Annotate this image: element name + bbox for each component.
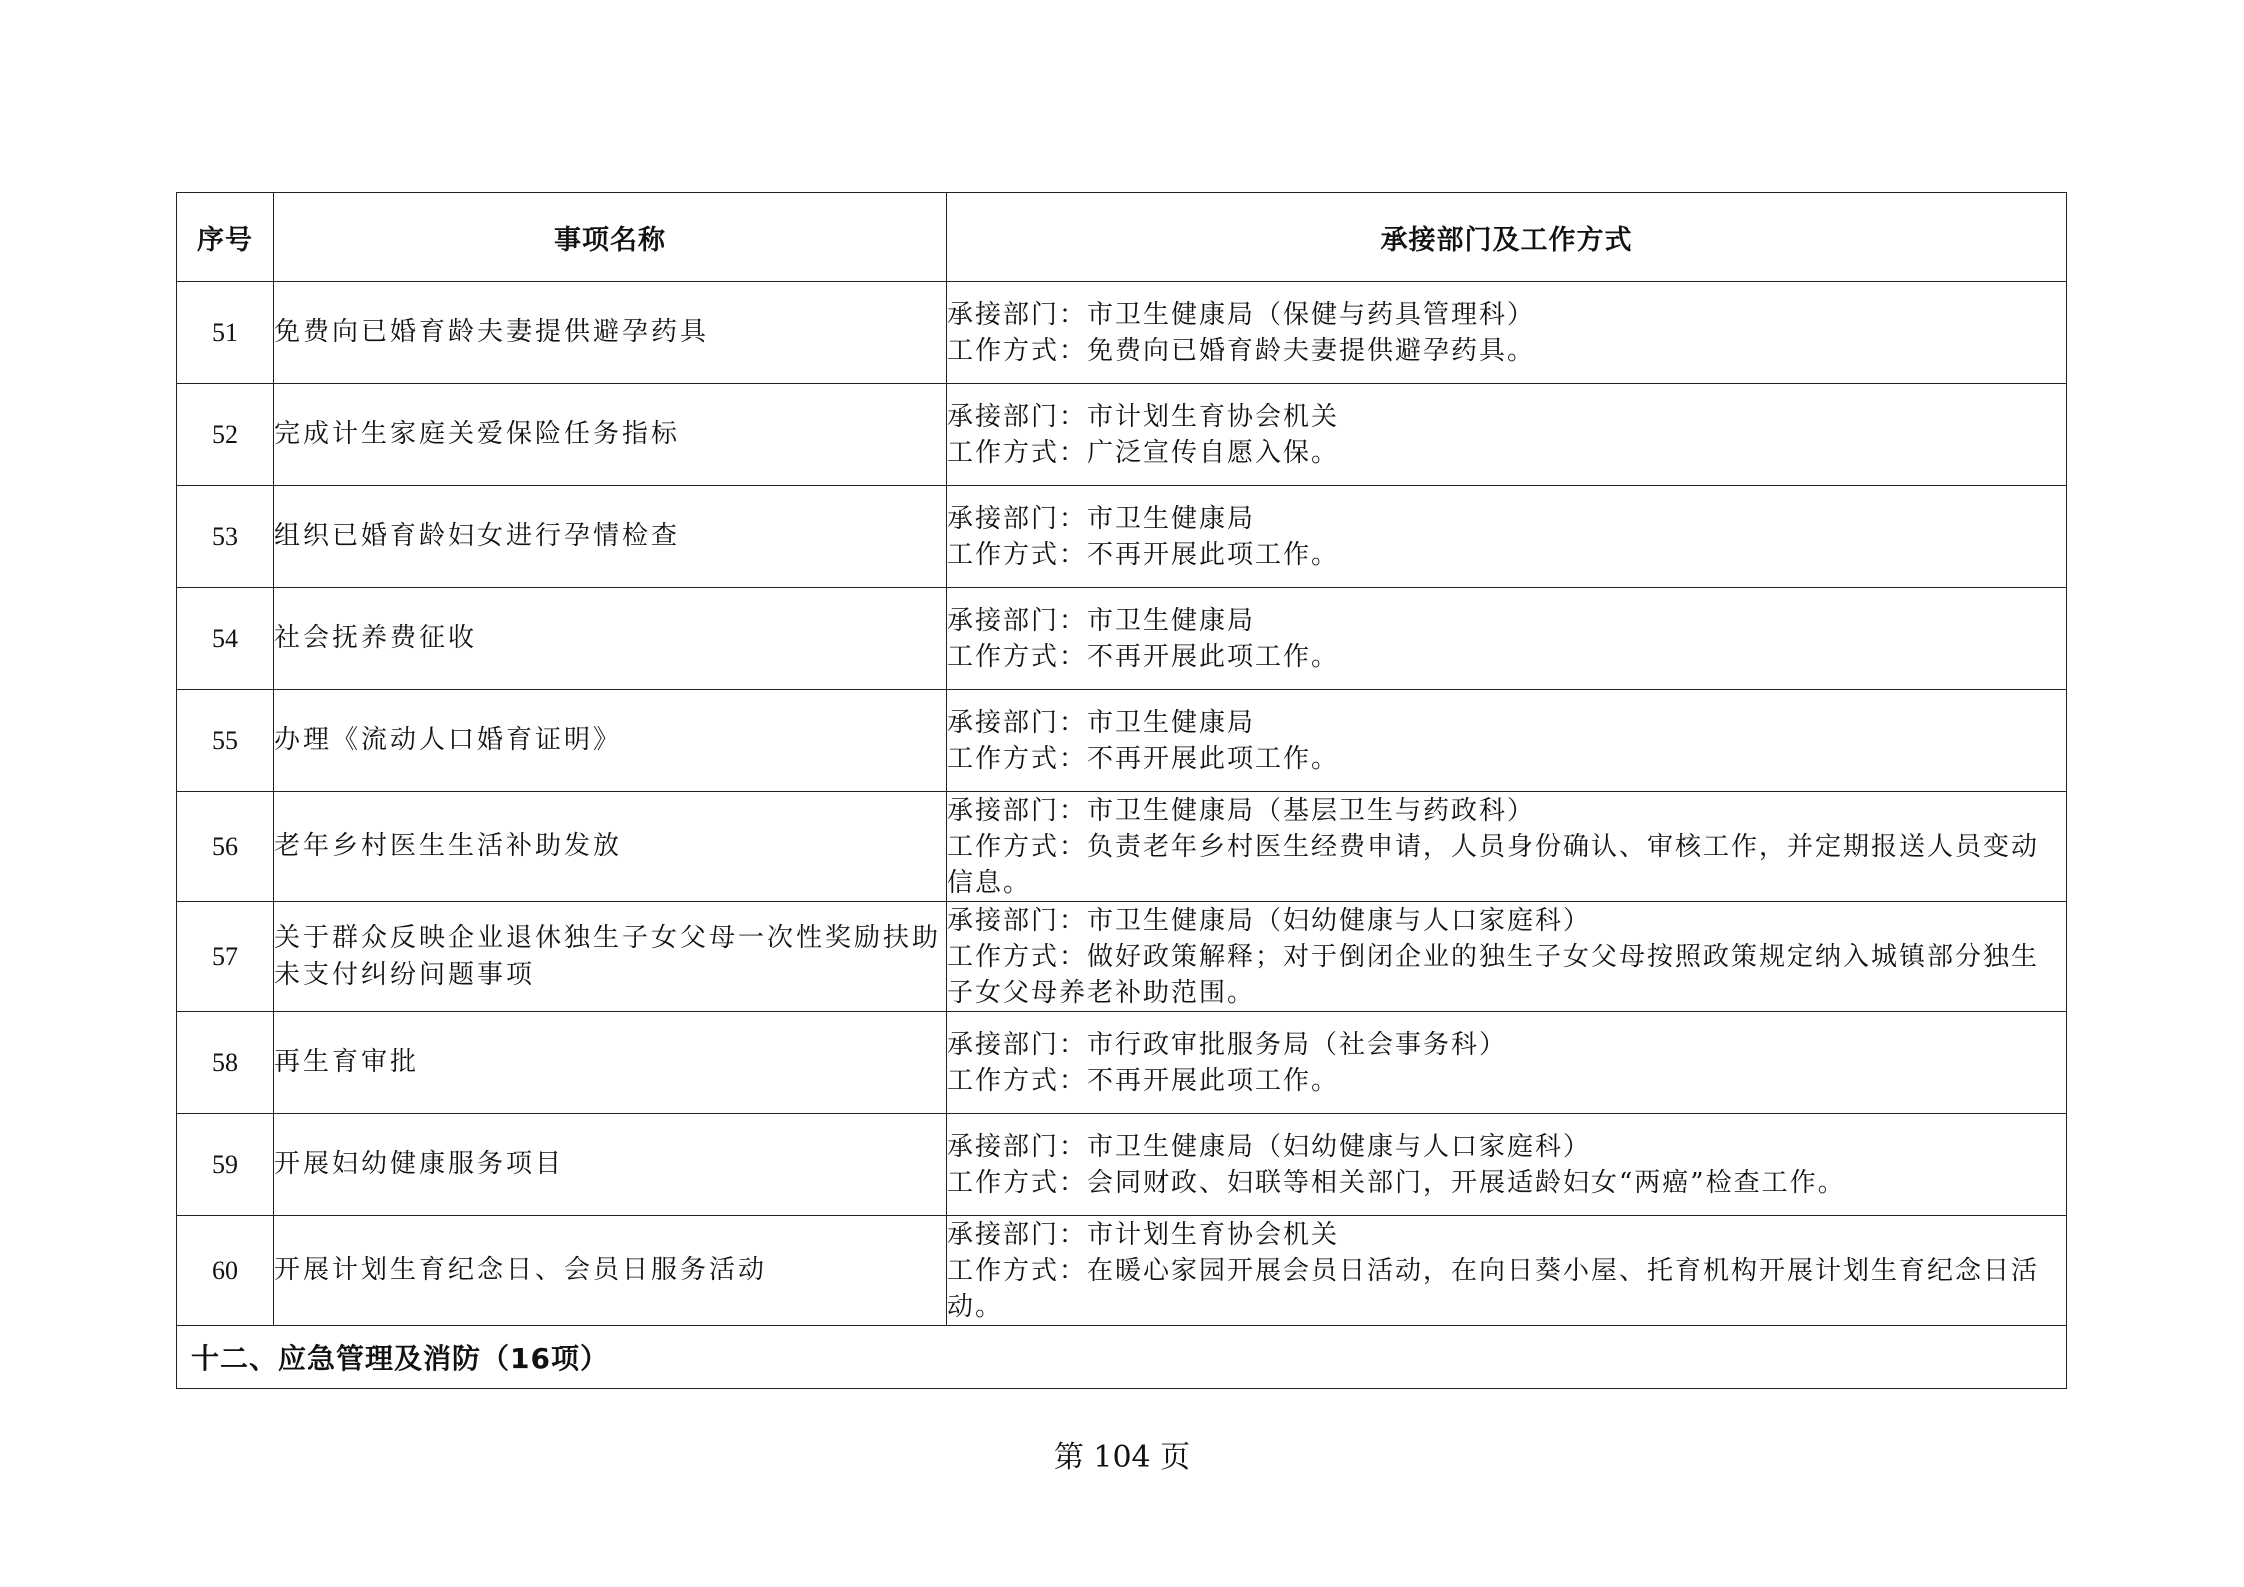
row-number: 58 xyxy=(177,1012,274,1114)
row-number: 57 xyxy=(177,902,274,1012)
method-line: 工作方式：会同财政、妇联等相关部门，开展适龄妇女“两癌”检查工作。 xyxy=(947,1167,1846,1198)
dept-line: 承接部门：市计划生育协会机关 xyxy=(947,401,1340,432)
table-row xyxy=(177,690,2067,792)
dept-line: 承接部门：市卫生健康局（妇幼健康与人口家庭科） xyxy=(947,905,1592,936)
header-name: 事项名称 xyxy=(274,193,947,282)
dept-line: 承接部门：市卫生健康局（保健与药具管理科） xyxy=(947,299,1536,330)
method-line: 工作方式：做好政策解释；对于倒闭企业的独生子女父母按照政策规定纳入城镇部分独生子女父母养老补助范围。 xyxy=(947,941,2040,1008)
table-row xyxy=(177,1216,2067,1326)
dept-and-method xyxy=(947,1114,2067,1216)
table-row xyxy=(177,902,2067,1012)
row-number: 56 xyxy=(177,792,274,902)
page-number: 第 104 页 xyxy=(1053,1440,1191,1475)
dept-line: 承接部门：市卫生健康局 xyxy=(947,605,1256,636)
item-name: 老年乡村医生生活补助发放 xyxy=(274,792,947,902)
table-row xyxy=(177,1012,2067,1114)
table-row xyxy=(177,384,2067,486)
method-line: 工作方式：负责老年乡村医生经费申请，人员身份确认、审核工作，并定期报送人员变动信息。 xyxy=(947,831,2040,898)
item-name: 办理《流动人口婚育证明》 xyxy=(274,690,947,792)
item-name: 关于群众反映企业退休独生子女父母一次性奖励扶助未支付纠纷问题事项 xyxy=(274,902,947,1012)
method-line: 工作方式：不再开展此项工作。 xyxy=(947,641,1340,672)
dept-line: 承接部门：市卫生健康局（基层卫生与药政科） xyxy=(947,795,1536,826)
method-line: 工作方式：不再开展此项工作。 xyxy=(947,539,1340,570)
dept-and-method xyxy=(947,1012,2067,1114)
row-number: 54 xyxy=(177,588,274,690)
item-name: 开展妇幼健康服务项目 xyxy=(274,1114,947,1216)
section-heading: 十二、应急管理及消防（16项） xyxy=(177,1326,2067,1389)
header-dept: 承接部门及工作方式 xyxy=(947,193,2067,282)
table-header-row xyxy=(177,193,2067,282)
item-name: 再生育审批 xyxy=(274,1012,947,1114)
item-name: 社会抚养费征收 xyxy=(274,588,947,690)
row-number: 59 xyxy=(177,1114,274,1216)
table-row xyxy=(177,486,2067,588)
dept-and-method xyxy=(947,282,2067,384)
method-line: 工作方式：在暖心家园开展会员日活动，在向日葵小屋、托育机构开展计划生育纪念日活动。 xyxy=(947,1255,2040,1322)
row-number: 60 xyxy=(177,1216,274,1326)
row-number: 55 xyxy=(177,690,274,792)
method-line: 工作方式：不再开展此项工作。 xyxy=(947,1065,1340,1096)
table-row xyxy=(177,282,2067,384)
section-heading-row xyxy=(177,1326,2067,1389)
dept-line: 承接部门：市卫生健康局 xyxy=(947,503,1256,534)
dept-line: 承接部门：市卫生健康局（妇幼健康与人口家庭科） xyxy=(947,1131,1592,1162)
item-name: 开展计划生育纪念日、会员日服务活动 xyxy=(274,1216,947,1326)
dept-and-method xyxy=(947,384,2067,486)
dept-and-method xyxy=(947,486,2067,588)
dept-and-method xyxy=(947,902,2067,1012)
header-no: 序号 xyxy=(177,193,274,282)
dept-and-method xyxy=(947,1216,2067,1326)
method-line: 工作方式：广泛宣传自愿入保。 xyxy=(947,437,1340,468)
dept-and-method xyxy=(947,792,2067,902)
table-row xyxy=(177,1114,2067,1216)
method-line: 工作方式：不再开展此项工作。 xyxy=(947,743,1340,774)
dept-and-method xyxy=(947,690,2067,792)
item-name: 免费向已婚育龄夫妻提供避孕药具 xyxy=(274,282,947,384)
dept-line: 承接部门：市卫生健康局 xyxy=(947,707,1256,738)
row-number: 51 xyxy=(177,282,274,384)
table-row xyxy=(177,588,2067,690)
items-table xyxy=(176,192,2067,1389)
dept-line: 承接部门：市计划生育协会机关 xyxy=(947,1219,1340,1250)
dept-line: 承接部门：市行政审批服务局（社会事务科） xyxy=(947,1029,1508,1060)
item-name: 组织已婚育龄妇女进行孕情检查 xyxy=(274,486,947,588)
item-name: 完成计生家庭关爱保险任务指标 xyxy=(274,384,947,486)
table-row xyxy=(177,792,2067,902)
dept-and-method xyxy=(947,588,2067,690)
method-line: 工作方式：免费向已婚育龄夫妻提供避孕药具。 xyxy=(947,335,1536,366)
row-number: 52 xyxy=(177,384,274,486)
row-number: 53 xyxy=(177,486,274,588)
